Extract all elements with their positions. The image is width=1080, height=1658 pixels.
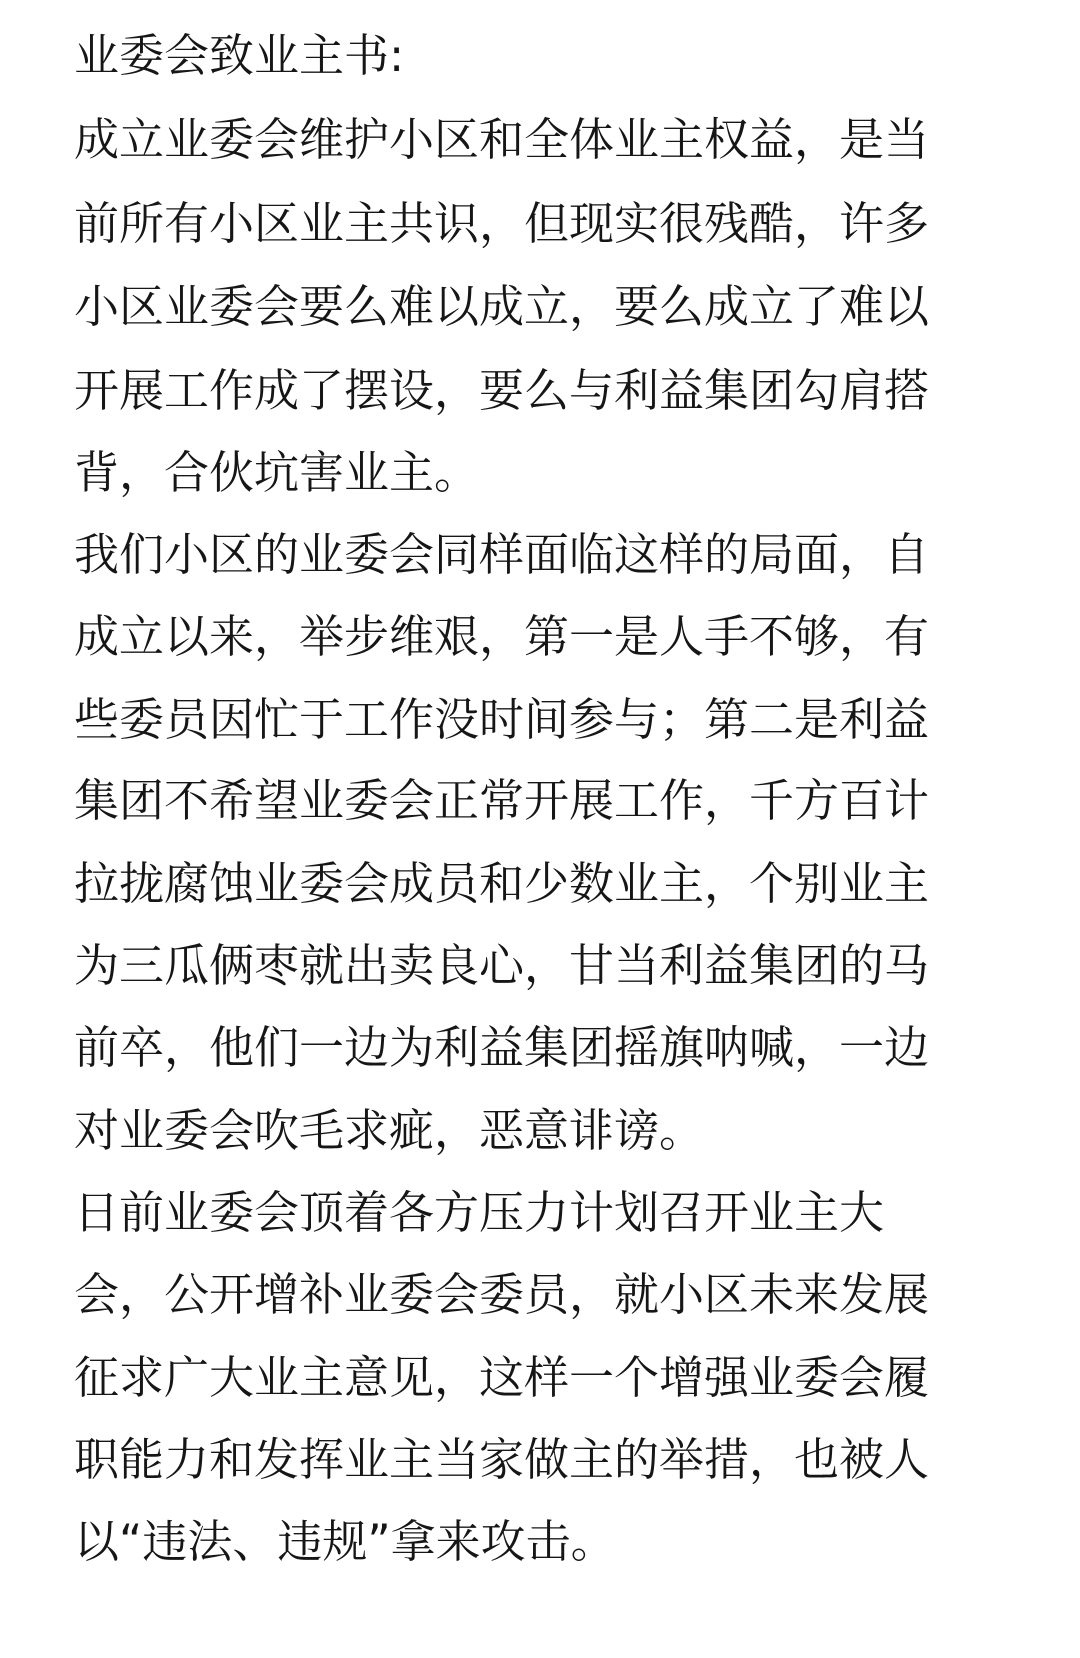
paragraph-line: 为三瓜俩枣就出卖良心，甘当利益集团的马 [74,939,930,992]
paragraph-line: 些委员因忙于工作没时间参与；第二是利益 [74,693,930,746]
paragraph-line: 征求广大业主意见，这样一个增强业委会履 [74,1351,930,1404]
paragraph-line: 拉拢腐蚀业委会成员和少数业主，个别业主 [74,857,930,910]
paragraph-line: 背，合伙坑害业主。 [74,446,480,499]
paragraph-line: 职能力和发挥业主当家做主的举措，也被人 [74,1433,930,1486]
paragraph-line: 以“违法、违规”拿来攻击。 [74,1515,616,1568]
paragraph-line: 我们小区的业委会同样面临这样的局面，自 [74,528,930,581]
paragraph-line: 成立业委会维护小区和全体业主权益，是当 [74,113,930,166]
paragraph-line: 开展工作成了摆设，要么与利益集团勾肩搭 [74,364,930,417]
paragraph-line: 前所有小区业主共识，但现实很残酷，许多 [74,197,930,250]
paragraph-line: 前卒，他们一边为利益集团摇旗呐喊，一边 [74,1021,930,1074]
paragraph-line: 日前业委会顶着各方压力计划召开业主大 [74,1186,885,1239]
paragraph-line: 小区业委会要么难以成立，要么成立了难以 [74,280,930,333]
paragraph-line: 集团不希望业委会正常开展工作，千方百计 [74,774,930,827]
paragraph-line: 成立以来，举步维艰，第一是人手不够，有 [74,610,930,663]
letter-title: 业委会致业主书: [74,29,405,82]
paragraph-line: 会，公开增补业委会委员，就小区未来发展 [74,1268,930,1321]
paragraph-line: 对业委会吹毛求疵，恶意诽谤。 [74,1104,705,1157]
